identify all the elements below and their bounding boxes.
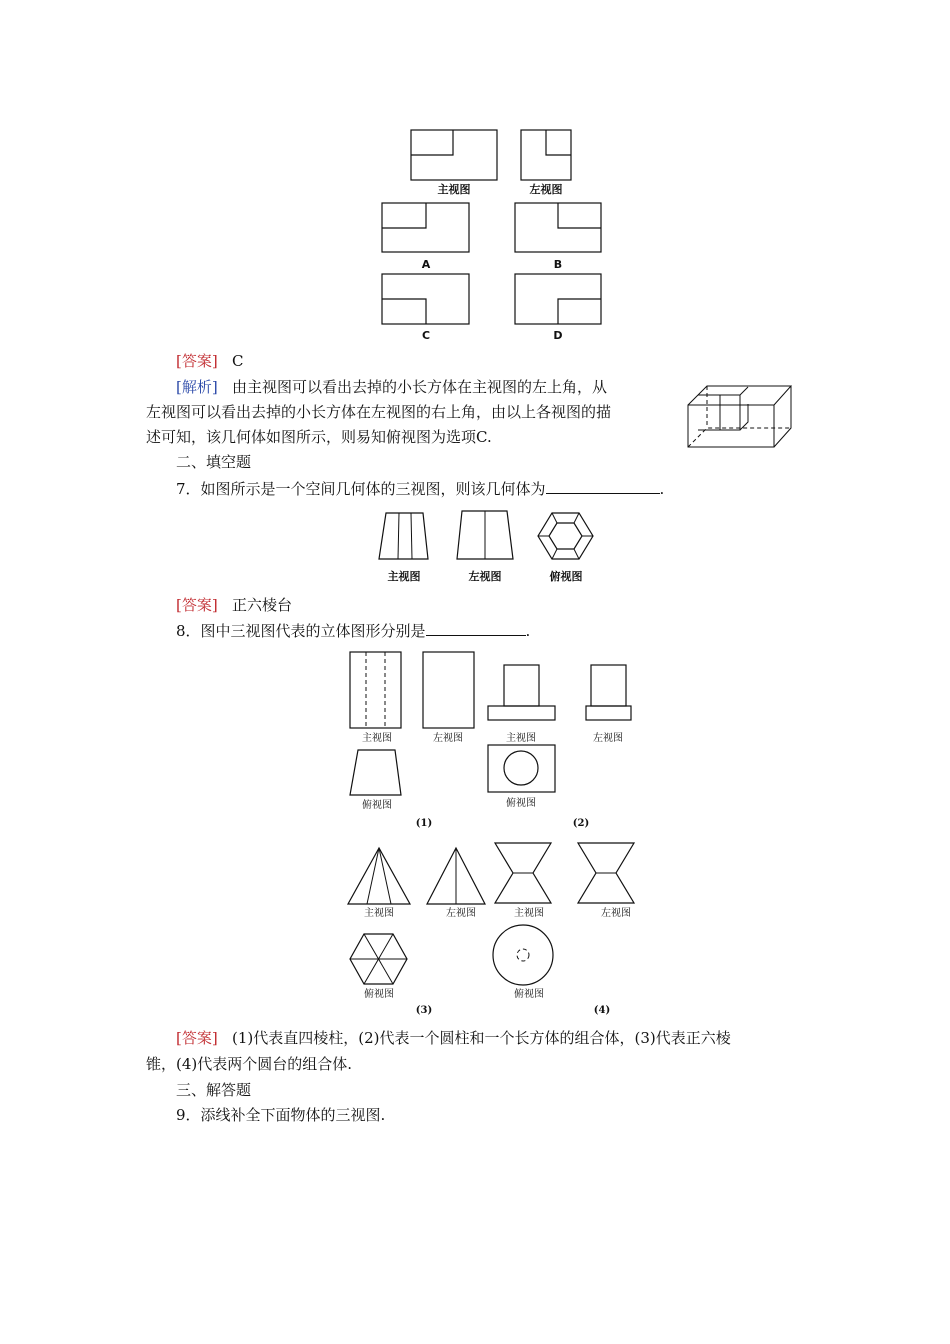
q8-fig2-number: (2) <box>572 818 590 829</box>
q8-fig4-top-label: 俯视图 <box>514 989 544 1000</box>
q7-left-label: 左视图 <box>468 570 502 583</box>
q8-answer-text1: (1)代表直四棱柱，(2)代表一个圆柱和一个长方体的组合体，(3)代表正六棱 <box>232 1029 731 1047</box>
q6-option-b <box>515 203 601 252</box>
q6-analysis-line1 <box>176 376 607 398</box>
q6-option-d-label: D <box>553 329 563 342</box>
q8-fig1-top <box>350 750 401 795</box>
q6-left-label: 左视图 <box>529 183 563 196</box>
q7-answer-line <box>176 594 292 616</box>
q7-left-view <box>457 511 513 559</box>
section2-title: 二、填空题 <box>176 453 252 471</box>
q8-answer-line1 <box>176 1027 731 1049</box>
q8-fig3-front-label: 主视图 <box>364 908 394 919</box>
q8-fig1-left-label: 左视图 <box>433 733 463 744</box>
q7-top-label: 俯视图 <box>549 570 583 583</box>
q7-question-text: 7．如图所示是一个空间几何体的三视图，则该几何体为 <box>176 480 546 498</box>
q6-answer: C <box>232 352 244 370</box>
q6-analysis-line3: 述可知，该几何体如图所示，则易知俯视图为选项C. <box>146 428 492 446</box>
q8-fig1-top-label: 俯视图 <box>362 800 392 811</box>
q8-fig4-left <box>578 843 634 903</box>
q6-left-view <box>521 130 571 180</box>
q8-fig1-front <box>350 652 401 728</box>
q6-analysis-text1: 由主视图可以看出去掉的小长方体在主视图的左上角，从 <box>232 378 608 396</box>
q8-fig4-front <box>495 843 551 903</box>
q7-answer: 正六棱台 <box>232 596 293 614</box>
q8-fig4-front-label: 主视图 <box>514 908 544 919</box>
q8-fig3-top <box>350 934 407 984</box>
q6-option-b-label: B <box>553 258 563 271</box>
q8-fig2-top <box>488 745 555 792</box>
q8-fig2-left <box>586 665 631 720</box>
q8-fig3-left <box>427 848 485 904</box>
q7-end: . <box>659 480 665 498</box>
q7-question <box>176 477 664 500</box>
q8-fig3-number: (3) <box>415 1005 433 1016</box>
q6-analysis-tag: [解析] <box>176 378 218 396</box>
section3-title: 三、解答题 <box>176 1081 252 1099</box>
q9-question: 9．添线补全下面物体的三视图. <box>176 1106 386 1124</box>
q8-fig1-number: (1) <box>415 818 433 829</box>
q8-blank <box>426 619 526 636</box>
q8-end: . <box>525 622 531 640</box>
q6-option-a <box>382 203 469 252</box>
q8-fig1-front-label: 主视图 <box>362 733 392 744</box>
q6-option-d <box>515 274 601 324</box>
q8-fig4-number: (4) <box>593 1005 611 1016</box>
q7-front-label: 主视图 <box>387 570 421 583</box>
q8-fig2-front-label: 主视图 <box>506 733 536 744</box>
q6-option-a-label: A <box>421 258 431 271</box>
q8-question <box>176 619 530 642</box>
q8-fig1-left <box>423 652 474 728</box>
q8-fig3-front <box>348 848 410 904</box>
q8-answer-line2: 锥，(4)代表两个圆台的组合体. <box>146 1055 353 1073</box>
q6-answer-tag: [答案] <box>176 352 218 370</box>
q8-fig4-left-label: 左视图 <box>601 908 631 919</box>
q8-fig3-top-label: 俯视图 <box>364 989 394 1000</box>
q6-front-view <box>411 130 497 180</box>
q8-fig3-left-label: 左视图 <box>446 908 476 919</box>
q7-blank <box>546 477 660 494</box>
q6-option-c-label: C <box>421 329 431 342</box>
q8-fig4-top <box>493 925 553 985</box>
q7-answer-tag: [答案] <box>176 596 218 614</box>
q6-front-label: 主视图 <box>437 183 471 196</box>
q7-top-view <box>538 513 593 559</box>
q6-answer-line <box>176 350 244 372</box>
q6-option-c <box>382 274 469 324</box>
q8-answer-tag: [答案] <box>176 1029 218 1047</box>
q7-front-view <box>379 513 428 559</box>
q6-analysis-line2: 左视图可以看出去掉的小长方体在左视图的右上角，由以上各视图的描 <box>146 403 612 421</box>
q8-fig2-front <box>488 665 555 720</box>
q8-fig2-left-label: 左视图 <box>593 733 623 744</box>
q8-fig2-top-label: 俯视图 <box>506 798 536 809</box>
q8-question-text: 8．图中三视图代表的立体图形分别是 <box>176 622 426 640</box>
q6-solid-illustration <box>688 386 791 447</box>
